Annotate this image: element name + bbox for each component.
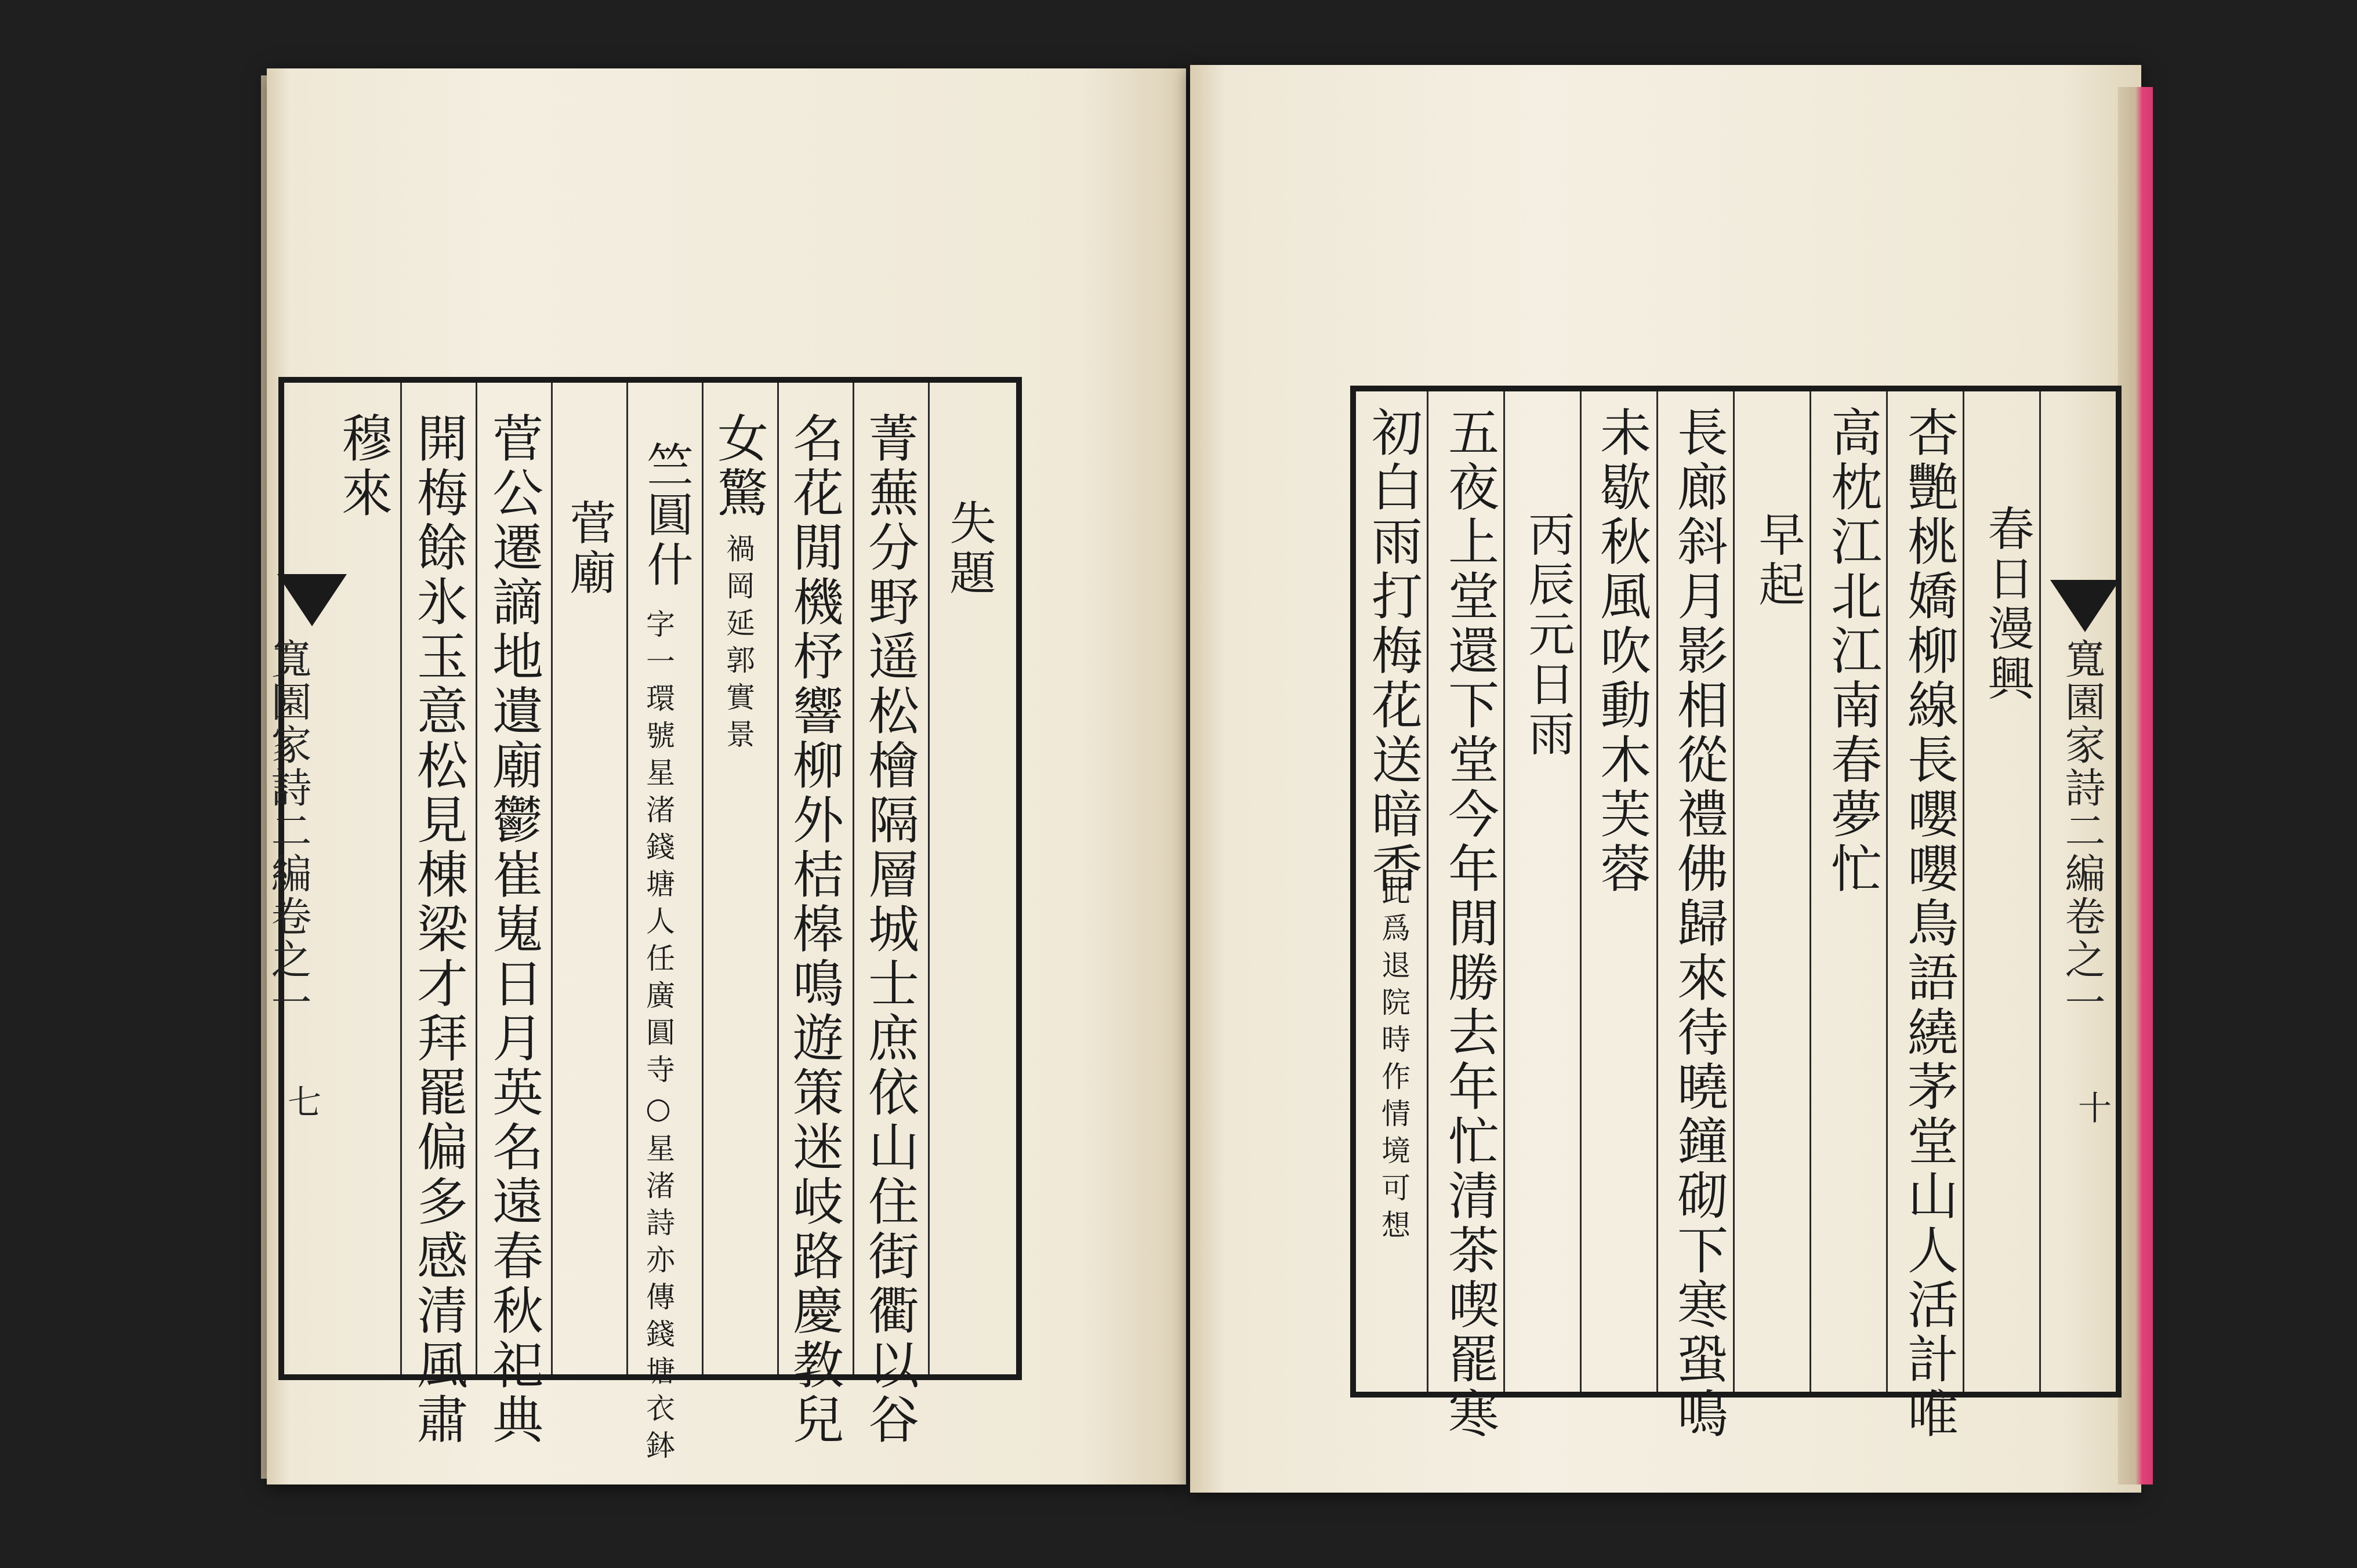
poem-line: 名花閒機杼響柳外桔槔鳴遊策迷岐路慶教兒	[785, 412, 844, 1447]
right-page-number: 十	[2072, 1090, 2112, 1124]
right-page-edge	[2118, 87, 2153, 1484]
column-rule	[1810, 391, 1811, 1392]
column-rule	[853, 383, 854, 1374]
poem-line: 五夜上堂還下堂今年閒勝去年忙清茶喫罷寒	[1440, 406, 1500, 1442]
column-rule	[1503, 391, 1505, 1392]
left-page-number: 七	[282, 1084, 321, 1118]
column-rule	[1733, 391, 1735, 1392]
poem-title: 早起	[1751, 510, 1805, 610]
poem-title: 菅廟	[562, 499, 616, 598]
poem-line: 未歇秋風吹動木芙蓉	[1592, 406, 1652, 896]
column-rule	[626, 383, 628, 1374]
author-name: 竺圓什	[639, 441, 693, 590]
author-note: 字一環號星渚錢塘人任廣圓寺○星渚詩亦傳錢塘衣鉢	[641, 609, 675, 1467]
left-hanshin-title: 寬園家詩二編卷之一	[264, 638, 312, 1024]
fish-tail-mark	[277, 574, 347, 626]
column-rule	[777, 383, 779, 1374]
column-rule	[1580, 391, 1582, 1392]
column-rule	[1886, 391, 1888, 1392]
right-hanshin-title: 寬園家詩二編卷之一	[2058, 638, 2106, 1024]
fish-tail-mark	[2050, 580, 2120, 632]
poem-line: 女驚	[709, 412, 769, 521]
poem-line: 長廊斜月影相從禮佛歸來待曉鐘砌下寒蛩鳴	[1669, 406, 1729, 1442]
column-rule	[1963, 391, 1964, 1392]
column-rule	[928, 383, 930, 1374]
poem-line: 杏艷桃嬌柳線長嚶嚶鳥語繞茅堂山人活計唯	[1899, 406, 1959, 1442]
poem-line: 穆來	[333, 412, 393, 521]
poem-line: 菅公遷謫地遺廟鬱崔嵬日月英名遠春秋祀典	[484, 412, 544, 1447]
poem-note: 此爲退院時作情境可想	[1377, 876, 1410, 1247]
poem-line: 菁蕪分野遥松檜隔層城士庶依山住街衢以谷	[860, 412, 920, 1447]
poem-title: 春日漫興	[1980, 504, 2034, 704]
column-rule	[2039, 391, 2041, 1392]
poem-note: 禍岡延郭實景	[721, 533, 755, 756]
poem-line: 高枕江北江南春夢忙	[1823, 406, 1883, 896]
poem-title: 丙辰元日雨	[1521, 510, 1575, 760]
poem-line: 開梅餘氷玉意松見棟梁才拜罷偏多感清風肅	[409, 412, 469, 1447]
column-rule	[1656, 391, 1658, 1392]
column-rule	[702, 383, 704, 1374]
column-rule	[551, 383, 553, 1374]
poem-line: 初白雨打梅花送暗香	[1364, 406, 1423, 896]
column-rule	[476, 383, 477, 1374]
column-rule	[400, 383, 402, 1374]
poem-title: 失題	[942, 499, 996, 598]
column-rule	[1427, 391, 1428, 1392]
